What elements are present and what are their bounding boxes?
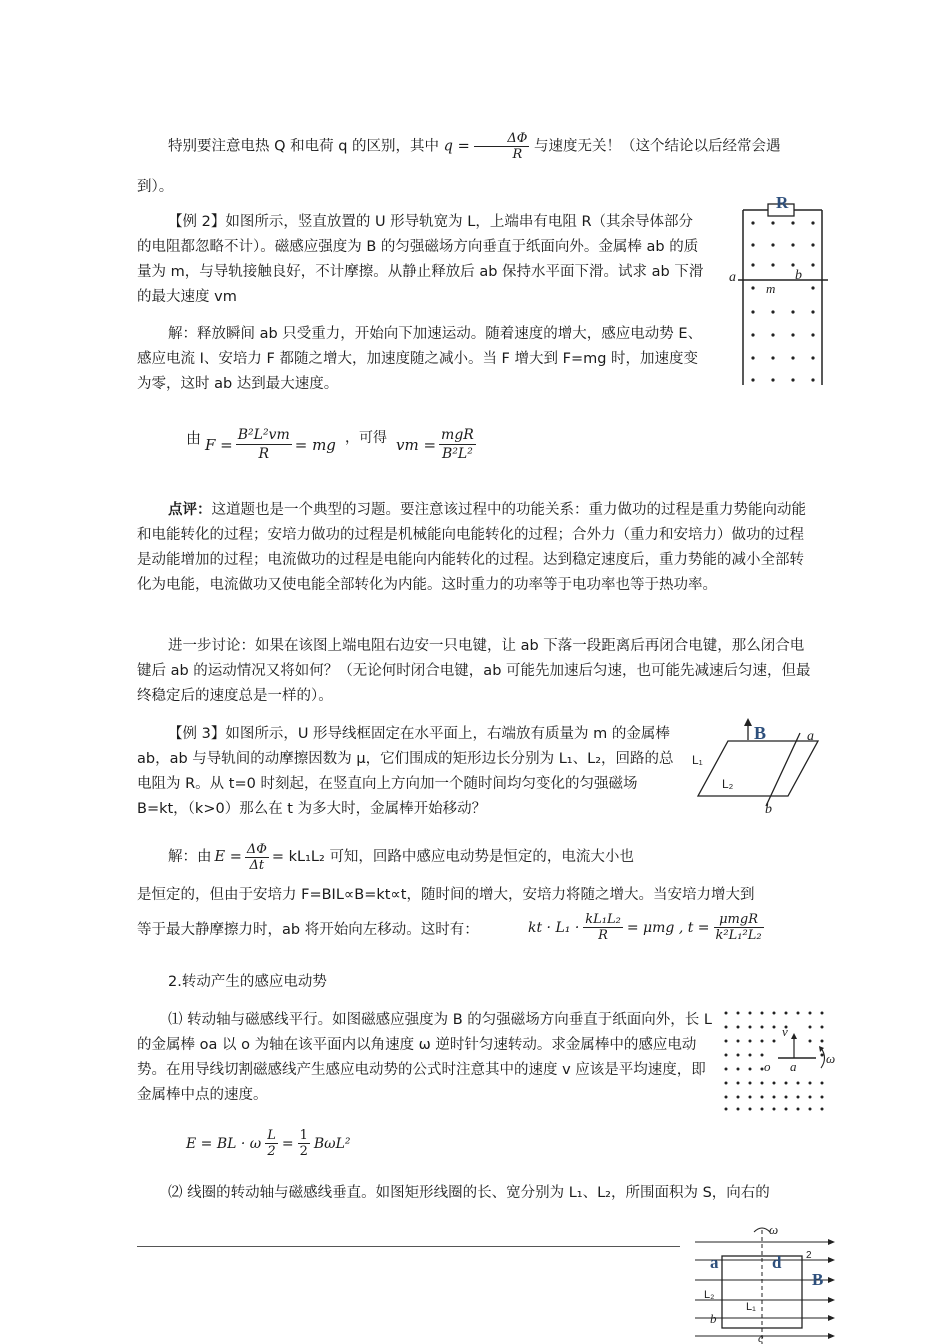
intro-text-post: 与速度无关！（这个结论以后经常会遇 bbox=[533, 138, 781, 155]
eq3-a-den: R bbox=[598, 928, 608, 943]
fig-m-label: m bbox=[766, 281, 776, 296]
fig4-two-label: 2 bbox=[806, 1250, 812, 1261]
fig4-b-label: b bbox=[710, 1311, 717, 1326]
example2-solution: 解：释放瞬间 ab 只受重力，开始向下加速运动。随着速度的增大，感应电动势 E、感应电流 I、安培力 F 都随之增大，加速度随之减小。当 F 增大到 F=mg 时，加速度变为零，这时 ab 达到最大速度。 bbox=[137, 326, 703, 392]
example3-sol-line2: 是恒定的，但由于安培力 F=BIL∝B=kt∝t，随时间的增大，安培力将随之增大。当安培力增大到 bbox=[137, 887, 755, 903]
section2-para1: ⑴ 转动轴与磁感线平行。如图磁感应强度为 B 的匀强磁场方向垂直于纸面向外，长 L 的金属棒 oa 以 o 为轴在该平面内以角速度 ω 逆时针匀速转动。求金属棒中的感应电动势。在用导线切割磁感线产生感应电动势的公式时注意其中的速度 v 应该是平均速度，即金属棒中点的速度。 bbox=[137, 1012, 712, 1103]
example3-final-eq bbox=[528, 912, 764, 943]
u-rail-figure bbox=[726, 190, 830, 388]
example3-sol-line1 bbox=[137, 842, 634, 873]
eq-from-label: 由 bbox=[186, 429, 202, 447]
s2-frac2 bbox=[298, 1128, 310, 1159]
eq-v-fraction bbox=[439, 426, 476, 463]
comment-text: 这道题也是一个典型的习题。要注意该过程中的功能关系：重力做功的过程是重力势能向动能和电能转化的过程；安培力做功的过程是机械能向电能转化的过程；合外力（重力和安培力）做功的过程是动能增加的过程；电流做功的过程是电能向内能转化的过程。达到稳定速度后，重力势能的减小全部转化为电能，电流做功又使电能全部转化为内能。这时重力的功率等于电功率也等于热功率。 bbox=[137, 502, 806, 593]
example3-question: 【例 3】如图所示，U 形导线框固定在水平面上，右端放有质量为 m 的金属棒 ab，ab 与导轨间的动摩擦因数为 μ，它们围成的矩形边长分别为 L₁、L₂，回路的总电阻为 R。从 t=0 时刻起，在竖直向上方向加一个随时间均匀变化的匀强磁场 B=kt，（k>0）那么在 t 为多大时，金属棒开始移动？ bbox=[137, 726, 674, 817]
eq-v-den: B²L² bbox=[442, 446, 473, 462]
s2-eq-rhs: BωL² bbox=[313, 1135, 351, 1152]
intro-line2: 到）。 bbox=[137, 179, 174, 195]
fig4-d-label: d bbox=[772, 1253, 782, 1272]
s2-frac2-num: 1 bbox=[299, 1128, 308, 1143]
rotating-coil-figure bbox=[690, 1222, 840, 1344]
fig4-c-label: c bbox=[758, 1331, 764, 1344]
eq-F-fraction bbox=[236, 426, 292, 463]
example3-sol-line3: 等于最大静摩擦力时，ab 将开始向左移动。这时有： bbox=[137, 922, 479, 938]
s2-frac1-den: 2 bbox=[267, 1144, 276, 1159]
eq3-b-den: k²L₁²L₂ bbox=[715, 928, 762, 943]
fig-a-label: a bbox=[729, 270, 736, 285]
eq-F-num: B²L²vm bbox=[237, 427, 290, 443]
fig3-B-label: B bbox=[754, 723, 767, 743]
sol-E-lhs: E = bbox=[214, 849, 242, 865]
intro-paragraph bbox=[137, 131, 812, 162]
fig-o-label: o bbox=[764, 1059, 771, 1074]
eq3-a-num: kL₁L₂ bbox=[585, 912, 621, 927]
fig3-b-label: b bbox=[765, 802, 772, 817]
comment-paragraph bbox=[137, 498, 812, 598]
formula-q-den: R bbox=[512, 147, 523, 162]
eq-F-den: R bbox=[258, 446, 270, 462]
footer-divider bbox=[137, 1246, 680, 1247]
fig4-L1-label: L₁ bbox=[746, 1301, 756, 1313]
sol-E-fraction bbox=[245, 842, 269, 873]
section2-eq bbox=[186, 1128, 350, 1159]
s2-eq-lhs: E = BL · ω bbox=[186, 1135, 262, 1152]
eq3-b-fraction bbox=[714, 912, 764, 943]
section2-para2: ⑵ 线圈的转动轴与磁感线垂直。如图矩形线圈的长、宽分别为 L₁、L₂，所围面积为 S，向右的 bbox=[168, 1185, 770, 1201]
fig-b-label: b bbox=[795, 268, 802, 283]
fig4-L2-label: L₂ bbox=[704, 1289, 715, 1301]
fig4-omega-label: ω bbox=[769, 1222, 779, 1237]
sol-E-den: Δt bbox=[249, 858, 265, 873]
sol-pre: 解：由 bbox=[168, 849, 212, 865]
sol-E-num: ΔΦ bbox=[246, 842, 267, 857]
eq3-a: kt · L₁ · bbox=[528, 919, 580, 936]
intro-text: 特别要注意电热 Q 和电荷 q 的区别，其中 bbox=[168, 138, 440, 155]
fig3-L1-label: L₁ bbox=[692, 753, 703, 767]
fig-a-rot-label: a bbox=[790, 1059, 797, 1074]
fig3-L2-label: L₂ bbox=[722, 777, 734, 791]
fig-omega-label: ω bbox=[826, 1051, 836, 1066]
u-frame-figure bbox=[688, 718, 838, 818]
fig4-B-label: B bbox=[812, 1270, 824, 1289]
eq3-b-num: μmgR bbox=[714, 912, 764, 928]
eq-F-lhs: F = bbox=[205, 435, 233, 454]
eq-v-lhs: vm = bbox=[396, 435, 437, 454]
section2-title: 2.转动产生的感应电动势 bbox=[168, 974, 327, 990]
example2-eq-from bbox=[186, 427, 201, 448]
comment-label: 点评： bbox=[168, 502, 212, 518]
formula-q-num: ΔΦ bbox=[474, 131, 529, 147]
example2-eq-F bbox=[205, 426, 336, 463]
eq-v-num: mgR bbox=[441, 427, 474, 443]
fig-v-label: v bbox=[782, 1024, 788, 1039]
eq3-b: = μmg , t = bbox=[626, 919, 710, 936]
fig3-a-label: a bbox=[807, 729, 814, 744]
example2-question: 【例 2】如图所示，竖直放置的 U 形导轨宽为 L，上端串有电阻 R（其余导体部分的电阻都忽略不计）。磁感应强度为 B 的匀强磁场方向垂直于纸面向外。金属棒 ab 的质量为 m，与导轨接触良好，不计摩擦。从静止释放后 ab 保持水平面下滑。试求 ab 下滑的最大速度 vm bbox=[137, 214, 704, 305]
rotating-rod-figure bbox=[720, 1008, 838, 1114]
sol-E-post: = kL₁L₂ 可知，回路中感应电动势是恒定的，电流大小也 bbox=[271, 849, 634, 865]
example2-eq-v bbox=[396, 426, 476, 463]
formula-q-lhs: q = bbox=[443, 138, 470, 155]
formula-q-fraction bbox=[474, 131, 529, 162]
rotation-arrow-icon bbox=[821, 1048, 825, 1068]
further-discussion: 进一步讨论：如果在该图上端电阻右边安一只电键，让 ab 下落一段距离后再闭合电键，那么闭合电键后 ab 的运动情况又将如何？（无论何时闭合电键，ab 可能先加速后匀速，也可能先减速后匀速，但最终稳定后的速度总是一样的）。 bbox=[137, 638, 811, 704]
eq3-a-fraction bbox=[583, 912, 623, 943]
eq-get-label: ，可得 bbox=[345, 430, 387, 446]
s2-eq-mid: = bbox=[281, 1135, 294, 1152]
fig-R-label: R bbox=[776, 193, 789, 212]
s2-frac1-num: L bbox=[267, 1128, 276, 1143]
s2-frac1 bbox=[265, 1128, 278, 1159]
s2-frac2-den: 2 bbox=[299, 1144, 308, 1159]
eq-F-rhs: = mg bbox=[294, 435, 336, 454]
fig4-a-label: a bbox=[710, 1253, 719, 1272]
